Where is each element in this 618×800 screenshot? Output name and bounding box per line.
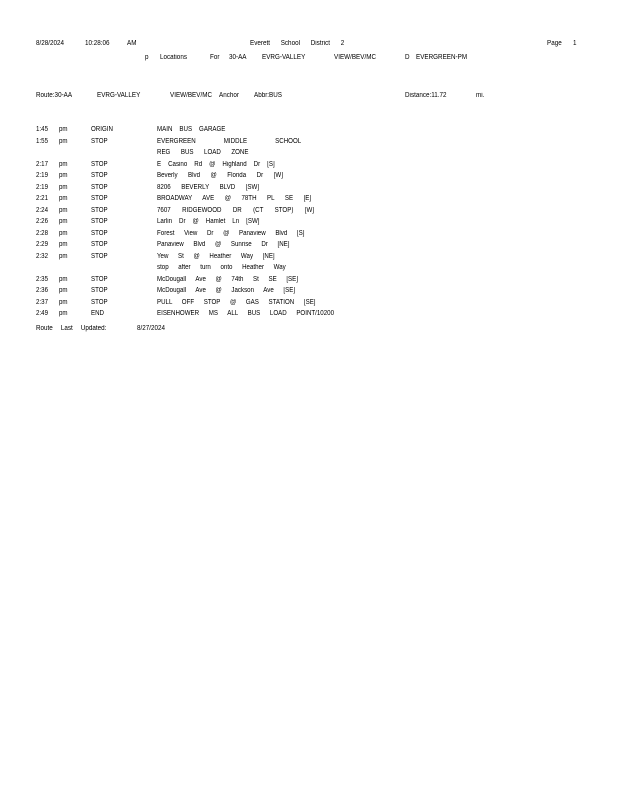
header-route-label: EVERGREEN-PM xyxy=(416,54,468,61)
stop-ampm: pm xyxy=(59,172,68,179)
stop-time: 2:24 xyxy=(36,206,48,214)
stop-type: ORIGIN xyxy=(91,126,113,133)
stop-ampm: pm xyxy=(59,275,68,283)
route-distance: Distance:11.72 xyxy=(405,92,447,99)
report-time: 10:28:06 xyxy=(85,40,110,47)
stop-ampm: pm xyxy=(59,183,68,191)
stop-location: PULL OFF STOP @ GAS STATION [SE] xyxy=(157,298,316,306)
stop-location: Forest View Dr @ Panaview Blvd [S] xyxy=(157,229,305,237)
route-id: Route:30-AA xyxy=(36,92,73,99)
stop-location: Beverly Blvd @ Florida Dr [W] xyxy=(157,172,283,179)
stop-type: STOP xyxy=(91,229,108,237)
stop-location: McDougall Ave @ 74th St SE [SE] xyxy=(157,275,298,283)
stop-location: E Casino Rd @ Highland Dr [S] xyxy=(157,160,275,168)
stop-location: Larlin Dr @ Hamlet Ln [SW] xyxy=(157,218,260,225)
stop-location-continued: stop after turn onto Heather Way xyxy=(157,264,286,271)
header-direction: D xyxy=(405,54,410,61)
stop-type: END xyxy=(91,310,105,317)
subtitle-for: For xyxy=(210,54,220,61)
stop-time: 1:45 xyxy=(36,126,48,133)
route-distance-unit: mi. xyxy=(476,92,485,99)
stop-ampm: pm xyxy=(59,126,68,133)
route-name: EVRG-VALLEY xyxy=(97,92,141,99)
stop-ampm: pm xyxy=(59,195,68,202)
stop-type: STOP xyxy=(91,218,108,225)
last-updated-label: Route Last Updated: xyxy=(36,325,107,332)
stop-location: Yew St @ Heather Way [NE] xyxy=(157,252,275,260)
stop-location: MAIN BUS GARAGE xyxy=(157,126,226,133)
stop-type: STOP xyxy=(91,137,108,145)
stop-ampm: pm xyxy=(59,160,68,168)
stop-type: STOP xyxy=(91,183,108,191)
subtitle-p: p xyxy=(145,54,149,61)
stop-location: Panaview Blvd @ Sunrise Dr [NE] xyxy=(157,241,290,248)
stop-time: 2:32 xyxy=(36,252,48,260)
page-number: 1 xyxy=(573,40,577,47)
stop-type: STOP xyxy=(91,287,108,294)
stop-type: STOP xyxy=(91,195,108,202)
subtitle-locations: Locations xyxy=(160,54,187,61)
stop-ampm: pm xyxy=(59,287,68,294)
route-group: VIEW/BEV/MC xyxy=(170,92,213,99)
stop-ampm: pm xyxy=(59,241,68,248)
header-route-group: VIEW/BEV/MC xyxy=(334,54,377,61)
stop-ampm: pm xyxy=(59,298,68,306)
stop-location: BROADWAY AVE @ 78TH PL SE [E] xyxy=(157,195,312,202)
stop-time: 2:21 xyxy=(36,195,48,202)
stop-ampm: pm xyxy=(59,229,68,237)
stop-ampm: pm xyxy=(59,137,68,145)
stop-type: STOP xyxy=(91,172,108,179)
stop-time: 2:19 xyxy=(36,172,48,179)
stop-type: STOP xyxy=(91,275,108,283)
stop-location: McDougall Ave @ Jackson Ave [SE] xyxy=(157,287,296,294)
stop-ampm: pm xyxy=(59,218,68,225)
route-anchor: Anchor xyxy=(219,92,239,99)
stop-time: 2:19 xyxy=(36,183,48,191)
stop-ampm: pm xyxy=(59,310,68,317)
stop-type: STOP xyxy=(91,241,108,248)
stop-location: EVERGREEN MIDDLE SCHOOL xyxy=(157,137,302,145)
stop-type: STOP xyxy=(91,298,108,306)
district-name: Everett School District 2 xyxy=(250,40,345,47)
stop-time: 2:49 xyxy=(36,310,48,317)
stop-time: 2:28 xyxy=(36,229,48,237)
stop-ampm: pm xyxy=(59,206,68,214)
stop-time: 2:35 xyxy=(36,275,48,283)
stop-time: 2:26 xyxy=(36,218,48,225)
stop-location: EISENHOWER MS ALL BUS LOAD POINT/10200 xyxy=(157,310,335,317)
stop-time: 2:36 xyxy=(36,287,48,294)
stop-time: 2:29 xyxy=(36,241,48,248)
report-date: 8/28/2024 xyxy=(36,40,65,47)
route-abbr: Abbr:BUS xyxy=(254,92,283,99)
header-route-code: 30-AA xyxy=(229,54,247,61)
stop-time: 2:17 xyxy=(36,160,48,168)
page-label: Page xyxy=(547,40,562,47)
stop-type: STOP xyxy=(91,252,108,260)
stop-ampm: pm xyxy=(59,252,68,260)
report-ampm: AM xyxy=(127,40,137,47)
last-updated-date: 8/27/2024 xyxy=(137,325,166,332)
stop-time: 2:37 xyxy=(36,298,48,306)
stop-type: STOP xyxy=(91,160,108,168)
stop-location: 8206 BEVERLY BLVD [SW] xyxy=(157,183,260,191)
stop-time: 1:55 xyxy=(36,137,48,145)
stop-location: 7607 RIDGEWOOD DR (CT STOP) [W] xyxy=(157,206,315,214)
stop-location-continued: REG BUS LOAD ZONE xyxy=(157,149,249,156)
stop-type: STOP xyxy=(91,206,108,214)
header-route-name: EVRG-VALLEY xyxy=(262,54,306,61)
